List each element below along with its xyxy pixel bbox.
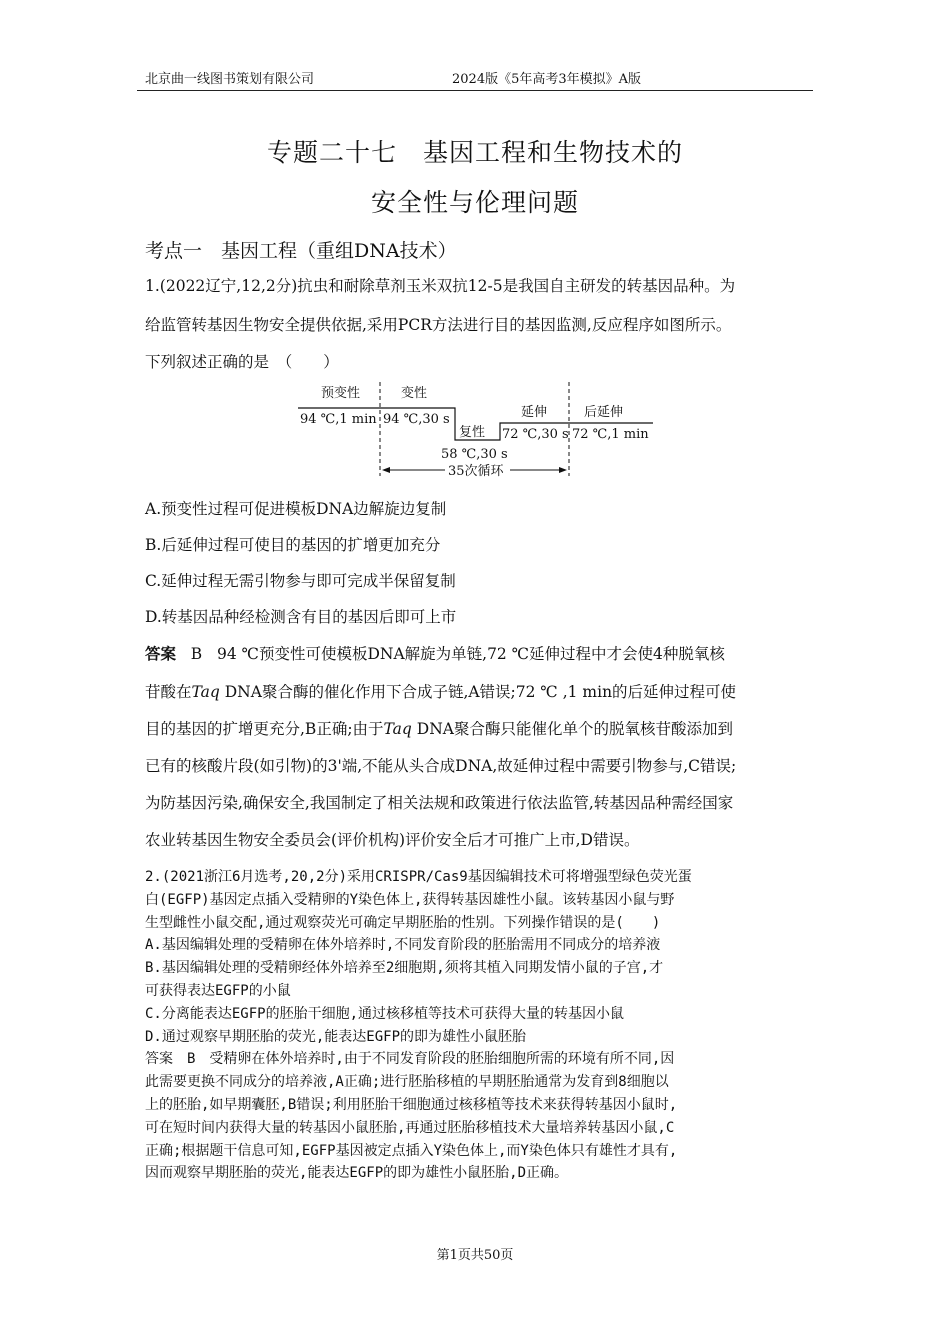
answer-text-2a: 苷酸在 bbox=[145, 683, 192, 701]
answer-line-5: 为防基因污染,确保安全,我国制定了相关法规和政策进行依法监管,转基因品种需经国家 bbox=[145, 794, 734, 812]
question-2-answer-line: 正确;根据题干信息可知,EGFP基因被定点插入Y染色体上,而Y染色体只有雄性才具有, bbox=[145, 1142, 678, 1159]
question-1-line-1 bbox=[145, 274, 735, 296]
label-extend: 延伸 bbox=[521, 405, 548, 420]
label-anneal: 复性 bbox=[459, 425, 486, 440]
question-2-line: 生型雌性小鼠交配,通过观察荧光可确定早期胚胎的性别。下列操作错误的是( ) bbox=[145, 914, 661, 931]
question-2-block bbox=[145, 866, 813, 1185]
edition-name: 2024版《5年高考3年模拟》A版 bbox=[452, 72, 642, 87]
answer-text-3a: 目的基因的扩增更充分,B正确;由于 bbox=[145, 720, 384, 738]
page-number: 第1页共50页 bbox=[436, 1248, 514, 1263]
answer-text-3b: DNA聚合酶只能催化单个的脱氧核苷酸添加到 bbox=[411, 720, 733, 738]
question-1-text: (2022辽宁,12,2分)抗虫和耐除草剂玉米双抗12-5是我国自主研发的转基因品种。为 bbox=[159, 277, 736, 295]
label-step3: 58 ℃,30 s bbox=[441, 447, 508, 462]
question-2-option-d: D.通过观察早期胚胎的荧光,能表达EGFP的即为雄性小鼠胚胎 bbox=[145, 1028, 526, 1045]
question-2-answer-line: 因而观察早期胚胎的荧光,能表达EGFP的即为雄性小鼠胚胎,D正确。 bbox=[145, 1165, 568, 1182]
arrowhead-left bbox=[382, 467, 390, 473]
label-step1: 94 ℃,1 min bbox=[300, 412, 377, 427]
option-b: B.后延伸过程可使目的基因的扩增更加充分 bbox=[145, 536, 441, 554]
option-d: D.转基因品种经检测含有目的基因后即可上市 bbox=[145, 608, 457, 626]
question-2-option-a: A.基因编辑处理的受精卵在体外培养时,不同发育阶段的胚胎需用不同成分的培养液 bbox=[145, 937, 661, 954]
answer-key: B bbox=[190, 645, 203, 663]
page-title-line2: 安全性与伦理问题 bbox=[370, 188, 579, 217]
label-predenature: 预变性 bbox=[321, 386, 361, 401]
answer-line-6: 农业转基因生物安全委员会(评价机构)评价安全后才可推广上市,D错误。 bbox=[145, 831, 640, 849]
question-1-number: 1. bbox=[145, 277, 160, 295]
label-step4: 72 ℃,30 s bbox=[502, 427, 569, 442]
answer-label: 答案 bbox=[145, 644, 177, 663]
question-1-line-2: 给监管转基因生物安全提供依据,采用PCR方法进行目的基因监测,反应程序如图所示。 bbox=[145, 316, 732, 334]
question-2-answer-line: 此需要更换不同成分的培养液,A正确;进行胚胎移植的早期胚胎通常为发育到8细胞以 bbox=[145, 1074, 669, 1091]
question-2-answer-line: 可在短时间内获得大量的转基因小鼠胚胎,再通过胚胎移植技术大量培养转基因小鼠,C bbox=[145, 1119, 675, 1136]
question-2-answer-line: 答案 B 受精卵在体外培养时,由于不同发育阶段的胚胎细胞所需的环境有所不同,因 bbox=[145, 1051, 675, 1068]
answer-line-1 bbox=[145, 642, 725, 664]
section-heading: 考点一 基因工程（重组DNA技术） bbox=[145, 240, 457, 262]
answer-text-1: 94 ℃预变性可使模板DNA解旋为单链,72 ℃延伸过程中才会使4种脱氧核 bbox=[216, 645, 725, 663]
answer-line-4: 已有的核酸片段(如引物)的3'端,不能从头合成DNA,故延伸过程中需要引物参与,C错误; bbox=[145, 757, 737, 775]
label-cycles: 35次循环 bbox=[448, 464, 504, 479]
taq-term: Taq bbox=[191, 683, 220, 701]
question-1-line-3: 下列叙述正确的是 （ ） bbox=[145, 353, 339, 371]
taq-term-2: Taq bbox=[383, 720, 412, 738]
page-title-line1: 专题二十七 基因工程和生物技术的 bbox=[266, 138, 683, 167]
label-step5: 72 ℃,1 min bbox=[572, 427, 649, 442]
question-2-option-b: B.基因编辑处理的受精卵经体外培养至2细胞期,须将其植入同期发情小鼠的子宫,才 bbox=[145, 960, 664, 977]
answer-line-3 bbox=[145, 717, 733, 739]
question-2-option-b-cont: 可获得表达EGFP的小鼠 bbox=[145, 982, 291, 999]
option-a: A.预变性过程可促进模板DNA边解旋边复制 bbox=[145, 500, 447, 518]
label-denature: 变性 bbox=[401, 386, 428, 401]
answer-text-2b: DNA聚合酶的催化作用下合成子链,A错误;72 ℃ ,1 min的后延伸过程可使 bbox=[219, 683, 737, 701]
publisher-name: 北京曲一线图书策划有限公司 bbox=[145, 72, 315, 87]
question-2-line: 2.(2021浙江6月选考,20,2分)采用CRISPR/Cas9基因编辑技术可将增强型绿色荧光蛋 bbox=[145, 869, 692, 885]
question-2-answer-line: 上的胚胎,如早期囊胚,B错误;利用胚胎干细胞通过核移植等技术来获得转基因小鼠时, bbox=[145, 1096, 678, 1113]
question-2-line: 白(EGFP)基因定点插入受精卵的Y染色体上,获得转基因雄性小鼠。该转基因小鼠与野 bbox=[145, 891, 675, 908]
label-step2: 94 ℃,30 s bbox=[383, 412, 450, 427]
answer-line-2 bbox=[145, 680, 736, 702]
label-post-extend: 后延伸 bbox=[584, 405, 624, 420]
page-header bbox=[137, 66, 813, 91]
option-c: C.延伸过程无需引物参与即可完成半保留复制 bbox=[145, 572, 456, 590]
pcr-program-diagram bbox=[295, 378, 665, 484]
question-2-option-c: C.分离能表达EGFP的胚胎干细胞,通过核移植等技术可获得大量的转基因小鼠 bbox=[145, 1005, 624, 1022]
arrowhead-right bbox=[559, 467, 567, 473]
